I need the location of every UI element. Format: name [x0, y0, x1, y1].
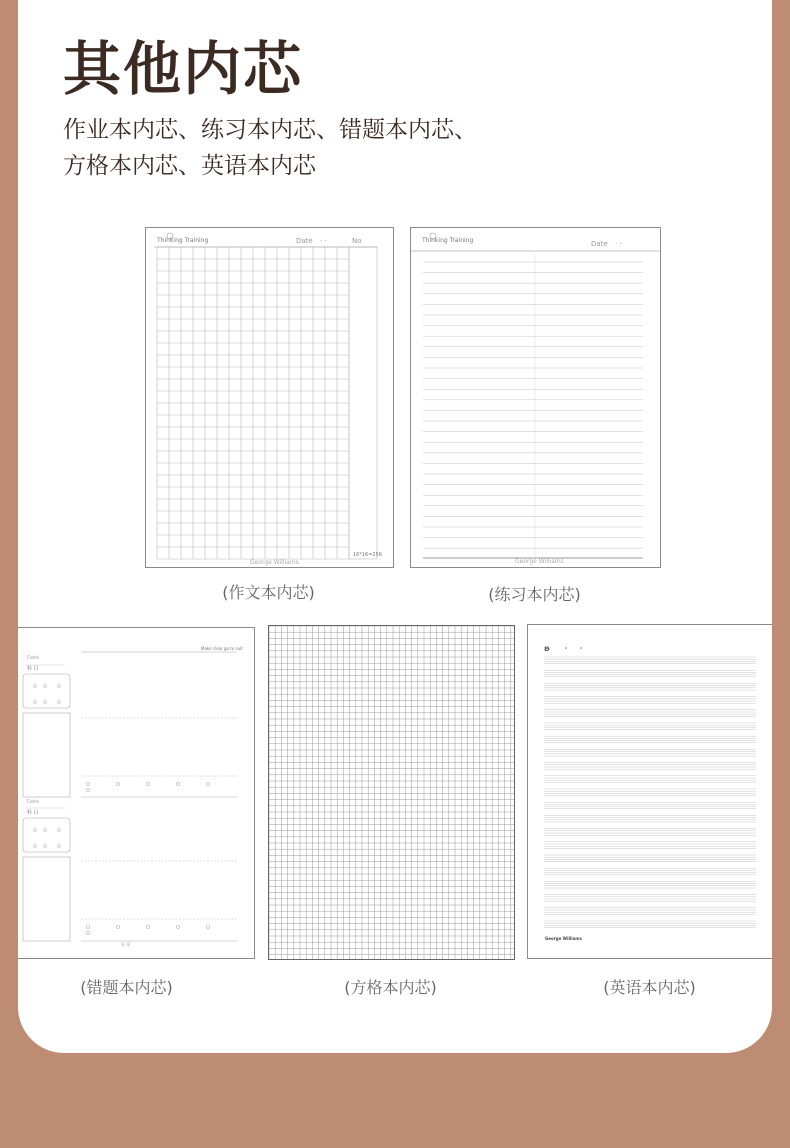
english-footer: George Williams — [545, 936, 582, 941]
english-caption: (英语本内芯) — [603, 978, 696, 997]
subtitle — [63, 112, 477, 184]
grid-sheet — [268, 625, 515, 960]
mistakes-page: 页 页 — [121, 942, 131, 947]
mistakes-form-drawing — [18, 628, 254, 958]
english-lines-drawing — [528, 625, 772, 958]
grid-caption: (方格本内芯) — [344, 978, 437, 997]
subtitle-line-2: 方格本内芯、英语本内芯 — [63, 153, 316, 179]
practice-date-dots: · · — [615, 240, 622, 248]
composition-sheet — [145, 227, 394, 568]
composition-grid-drawing — [146, 228, 393, 567]
composition-no-label: No — [352, 237, 362, 245]
mistakes-date-2: Date — [27, 799, 39, 805]
brand-logo-icon: ʚ — [544, 644, 550, 653]
mistakes-sheet — [18, 627, 255, 959]
practice-sheet — [410, 227, 661, 568]
practice-lines-drawing — [411, 228, 660, 567]
content-card — [18, 0, 772, 1053]
practice-footer: George Williams — [515, 558, 564, 565]
grid-drawing — [269, 626, 514, 959]
subtitle-line-1: 作业本内芯、练习本内芯、错题本内芯、 — [63, 117, 477, 143]
practice-brand: Thinking Training — [422, 237, 474, 244]
mistakes-subject-1: 科 目 — [27, 666, 39, 672]
composition-date-label: Date — [296, 237, 313, 245]
mistakes-date-1: Date — [27, 655, 39, 661]
composition-count: 16*16=256 — [353, 552, 382, 558]
practice-caption: (练习本内芯) — [488, 585, 581, 604]
composition-date-dots: · · — [320, 237, 327, 245]
mistakes-note: Make clear go to suit — [201, 646, 243, 651]
english-sheet — [527, 624, 772, 959]
practice-date-label: Date — [591, 240, 608, 248]
mistakes-subject-2: 科 目 — [27, 810, 39, 816]
composition-caption: (作文本内芯) — [222, 583, 315, 602]
composition-brand: Thinking Training — [157, 237, 209, 244]
page-title: 其他内芯 — [63, 35, 304, 103]
mistakes-caption: (错题本内芯) — [80, 978, 173, 997]
composition-footer: George Williams — [250, 559, 299, 566]
